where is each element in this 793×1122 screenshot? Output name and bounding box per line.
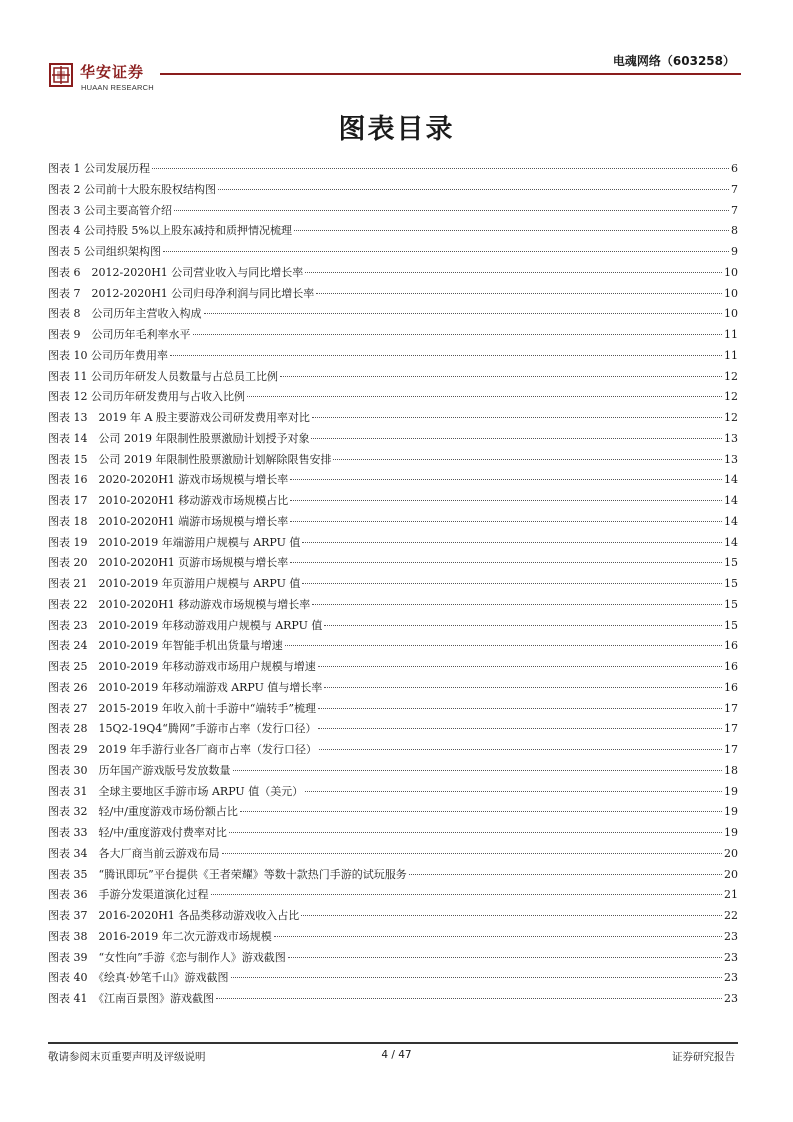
toc-leader-dots (312, 417, 722, 418)
toc-entry-label: 图表 23 2010-2019 年移动游戏用户规模与 ARPU 值 (48, 618, 323, 632)
toc-entry[interactable] (48, 782, 738, 803)
toc-entry-label: 图表 15 公司 2019 年限制性股票激励计划解除限售安排 (48, 452, 332, 466)
toc-entry-label: 图表 1 公司发展历程 (48, 162, 150, 175)
toc-entry-page: 11 (724, 328, 738, 341)
toc-leader-dots (301, 915, 722, 916)
toc-entry[interactable] (48, 948, 738, 969)
toc-entry[interactable] (48, 553, 738, 574)
huaan-logo-icon (49, 63, 73, 87)
toc-entry-page: 9 (731, 245, 738, 258)
toc-leader-dots (316, 293, 722, 294)
toc-entry-label: 图表 32 轻/中/重度游戏市场份额占比 (48, 805, 238, 819)
toc-leader-dots (274, 936, 722, 937)
toc-entry-label: 图表 33 轻/中/重度游戏付费率对比 (48, 826, 227, 839)
toc-leader-dots (305, 272, 722, 273)
toc-entry[interactable] (48, 180, 738, 201)
toc-entry[interactable] (48, 616, 738, 637)
toc-leader-dots (233, 770, 723, 771)
toc-leader-dots (229, 832, 722, 833)
toc-entry[interactable] (48, 325, 738, 346)
toc-entry-page: 23 (724, 929, 738, 943)
toc-leader-dots (318, 728, 722, 729)
toc-entry-page: 14 (724, 514, 738, 528)
toc-entry[interactable] (48, 740, 738, 761)
toc-entry-label: 图表 17 2010-2020H1 移动游戏市场规模占比 (48, 494, 289, 507)
toc-entry-label: 图表 19 2010-2019 年端游用户规模与 ARPU 值 (48, 535, 301, 549)
toc-entry-label: 图表 25 2010-2019 年移动游戏市场用户规模与增速 (48, 660, 316, 673)
toc-leader-dots (285, 645, 722, 646)
toc-entry-page: 8 (731, 224, 738, 238)
toc-entry-page: 19 (724, 805, 738, 819)
toc-entry-label: 图表 21 2010-2019 年页游用户规模与 ARPU 值 (48, 577, 301, 590)
toc-entry-page: 15 (724, 577, 738, 590)
logo-text-cn: 华安证券 (80, 63, 145, 81)
toc-entry-page: 15 (724, 556, 738, 570)
toc-leader-dots (324, 625, 722, 626)
footer-disclaimer: 敬请参阅末页重要声明及评级说明 (48, 1051, 206, 1063)
toc-entry-page: 15 (724, 597, 738, 611)
toc-entry[interactable] (48, 450, 738, 471)
table-of-figures (48, 159, 738, 1010)
toc-leader-dots (152, 168, 729, 169)
toc-entry-label: 图表 4 公司持股 5%以上股东减持和质押情况梳理 (48, 224, 292, 238)
toc-leader-dots (409, 874, 722, 875)
toc-entry[interactable] (48, 408, 738, 429)
toc-entry-page: 13 (724, 431, 738, 445)
toc-entry[interactable] (48, 719, 738, 740)
toc-leader-dots (290, 479, 722, 480)
toc-entry-label: 图表 28 15Q2-19Q4“腾网”手游市占率（发行口径） (48, 722, 317, 736)
toc-leader-dots (231, 977, 723, 978)
toc-entry-page: 23 (724, 971, 738, 985)
toc-leader-dots (305, 791, 722, 792)
toc-leader-dots (333, 459, 722, 460)
toc-leader-dots (319, 749, 722, 750)
toc-entry-label: 图表 38 2016-2019 年二次元游戏市场规模 (48, 929, 272, 943)
toc-entry-page: 14 (724, 535, 738, 549)
toc-entry[interactable] (48, 885, 738, 906)
toc-leader-dots (280, 376, 722, 377)
toc-leader-dots (318, 708, 722, 709)
toc-entry-label: 图表 22 2010-2020H1 移动游戏市场规模与增长率 (48, 597, 311, 611)
page-header (0, 0, 793, 100)
toc-leader-dots (302, 583, 722, 584)
toc-leader-dots (290, 500, 722, 501)
toc-entry-label: 图表 35 “腾讯即玩”平台提供《王者荣耀》等数十款热门手游的试玩服务 (48, 867, 407, 881)
toc-entry[interactable] (48, 595, 738, 616)
toc-entry-page: 12 (724, 390, 738, 404)
toc-entry-label: 图表 12 公司历年研发费用与占收入比例 (48, 390, 245, 404)
footer-report-type: 证券研究报告 (672, 1051, 735, 1063)
toc-entry-label: 图表 26 2010-2019 年移动端游戏 ARPU 值与增长率 (48, 680, 323, 694)
toc-entry[interactable] (48, 221, 738, 242)
toc-entry[interactable] (48, 699, 738, 720)
toc-entry-label: 图表 34 各大厂商当前云游戏布局 (48, 846, 220, 860)
toc-entry-page: 17 (724, 743, 738, 756)
toc-leader-dots (170, 355, 722, 356)
toc-entry-page: 19 (724, 784, 738, 798)
toc-entry[interactable] (48, 387, 738, 408)
toc-entry-page: 10 (724, 307, 738, 321)
toc-entry-page: 16 (724, 660, 738, 673)
toc-entry[interactable] (48, 512, 738, 533)
toc-entry-page: 23 (724, 992, 738, 1005)
toc-entry-page: 17 (724, 722, 738, 736)
toc-entry-label: 图表 3 公司主要高管介绍 (48, 203, 172, 217)
toc-entry-page: 20 (724, 846, 738, 860)
toc-entry-page: 15 (724, 618, 738, 632)
toc-entry-page: 12 (724, 369, 738, 383)
toc-entry-page: 16 (724, 639, 738, 653)
toc-entry-label: 图表 2 公司前十大股东股权结构图 (48, 182, 216, 196)
toc-entry-label: 图表 16 2020-2020H1 游戏市场规模与增长率 (48, 473, 289, 487)
toc-entry[interactable] (48, 242, 738, 263)
toc-entry-page: 7 (731, 203, 738, 217)
toc-entry[interactable] (48, 429, 738, 450)
toc-entry[interactable] (48, 802, 738, 823)
toc-leader-dots (311, 438, 722, 439)
toc-entry[interactable] (48, 263, 738, 284)
toc-entry[interactable] (48, 865, 738, 886)
toc-entry-label: 图表 30 历年国产游戏版号发放数量 (48, 763, 231, 777)
toc-entry-label: 图表 8 公司历年主营收入构成 (48, 307, 202, 321)
toc-entry-label: 图表 6 2012-2020H1 公司营业收入与同比增长率 (48, 265, 304, 279)
toc-entry[interactable] (48, 470, 738, 491)
toc-entry-label: 图表 14 公司 2019 年限制性股票激励计划授予对象 (48, 431, 310, 445)
toc-entry-page: 18 (724, 763, 738, 777)
toc-entry-label: 图表 5 公司组织架构图 (48, 245, 161, 258)
toc-entry[interactable] (48, 284, 738, 305)
toc-entry-page: 13 (724, 452, 738, 466)
footer-divider (48, 1042, 738, 1044)
page-title: 图表目录 (338, 114, 455, 145)
toc-entry-label: 图表 39 “女性向”手游《恋与制作人》游戏截图 (48, 950, 286, 964)
toc-entry-page: 10 (724, 286, 738, 300)
toc-entry-page: 19 (724, 826, 738, 839)
toc-entry-label: 图表 10 公司历年费用率 (48, 348, 168, 362)
toc-entry[interactable] (48, 761, 738, 782)
toc-entry-page: 11 (724, 348, 738, 362)
toc-leader-dots (240, 811, 722, 812)
toc-entry[interactable] (48, 346, 738, 367)
toc-entry-label: 图表 24 2010-2019 年智能手机出货量与增速 (48, 639, 283, 653)
toc-leader-dots (290, 562, 722, 563)
toc-entry[interactable] (48, 491, 738, 512)
toc-entry-page: 10 (724, 265, 738, 279)
toc-leader-dots (211, 894, 723, 895)
toc-entry[interactable] (48, 968, 738, 989)
toc-entry-label: 图表 7 2012-2020H1 公司归母净利润与同比增长率 (48, 286, 315, 300)
toc-leader-dots (218, 189, 729, 190)
toc-entry-label: 图表 41 《江南百景图》游戏截图 (48, 992, 214, 1005)
toc-leader-dots (163, 251, 729, 252)
toc-leader-dots (312, 604, 722, 605)
toc-leader-dots (294, 230, 729, 231)
toc-entry-label: 图表 29 2019 年手游行业各厂商市占率（发行口径） (48, 743, 317, 756)
toc-leader-dots (174, 210, 729, 211)
toc-entry-page: 16 (724, 680, 738, 694)
toc-entry[interactable] (48, 533, 738, 554)
toc-entry-page: 14 (724, 494, 738, 507)
toc-leader-dots (290, 521, 722, 522)
toc-entry[interactable] (48, 844, 738, 865)
toc-entry-page: 7 (731, 182, 738, 196)
toc-entry[interactable] (48, 159, 738, 180)
toc-leader-dots (216, 998, 722, 999)
toc-entry-label: 图表 37 2016-2020H1 各品类移动游戏收入占比 (48, 909, 300, 922)
toc-entry-page: 14 (724, 473, 738, 487)
toc-leader-dots (193, 334, 723, 335)
header-divider (160, 73, 741, 75)
toc-entry-label: 图表 36 手游分发渠道演化过程 (48, 888, 209, 902)
toc-entry[interactable] (48, 678, 738, 699)
toc-entry[interactable] (48, 823, 738, 844)
toc-leader-dots (288, 957, 722, 958)
toc-entry-page: 22 (724, 909, 738, 922)
toc-entry[interactable] (48, 989, 738, 1010)
toc-entry-page: 20 (724, 867, 738, 881)
toc-entry[interactable] (48, 367, 738, 388)
toc-entry-page: 17 (724, 701, 738, 715)
toc-leader-dots (324, 687, 722, 688)
stock-name: 电魂网络（603258） (612, 54, 735, 68)
page-number: 4 / 47 (381, 1049, 412, 1061)
toc-entry[interactable] (48, 636, 738, 657)
toc-entry-label: 图表 20 2010-2020H1 页游市场规模与增长率 (48, 556, 289, 570)
toc-entry[interactable] (48, 657, 738, 678)
toc-entry[interactable] (48, 927, 738, 948)
toc-entry-page: 23 (724, 950, 738, 964)
toc-entry-page: 12 (724, 411, 738, 424)
logo-text-en: HUAAN RESEARCH (81, 83, 154, 92)
toc-entry-label: 图表 18 2010-2020H1 端游市场规模与增长率 (48, 514, 289, 528)
toc-entry[interactable] (48, 906, 738, 927)
toc-entry[interactable] (48, 574, 738, 595)
toc-entry-label: 图表 31 全球主要地区手游市场 ARPU 值（美元） (48, 784, 304, 798)
toc-entry-label: 图表 27 2015-2019 年收入前十手游中“端转手”梳理 (48, 701, 316, 715)
toc-leader-dots (247, 396, 722, 397)
toc-entry-page: 6 (731, 162, 738, 175)
toc-leader-dots (222, 853, 723, 854)
toc-entry-label: 图表 13 2019 年 A 股主要游戏公司研发费用率对比 (48, 411, 310, 424)
toc-leader-dots (302, 542, 722, 543)
toc-entry-label: 图表 40 《绘真·妙笔千山》游戏截图 (48, 971, 229, 985)
toc-entry-label: 图表 11 公司历年研发人员数量与占总员工比例 (48, 369, 278, 383)
toc-entry-page: 21 (724, 888, 738, 902)
toc-entry[interactable] (48, 304, 738, 325)
toc-entry-label: 图表 9 公司历年毛利率水平 (48, 328, 191, 341)
toc-leader-dots (318, 666, 722, 667)
toc-entry[interactable] (48, 201, 738, 222)
toc-leader-dots (204, 313, 723, 314)
